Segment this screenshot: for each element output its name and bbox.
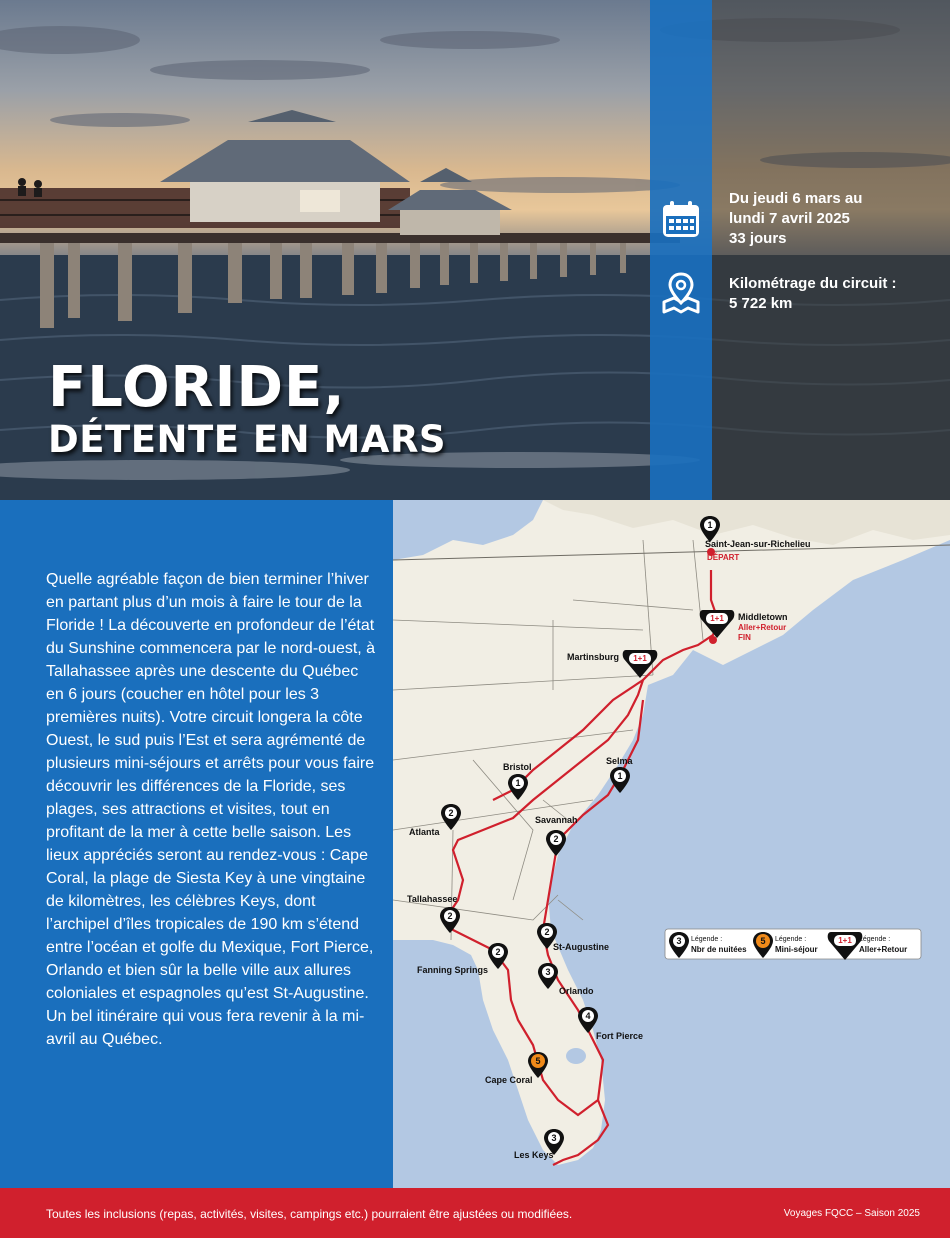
svg-text:Atlanta: Atlanta (409, 827, 440, 837)
svg-text:DÉPART: DÉPART (707, 553, 740, 562)
svg-text:5: 5 (535, 1056, 541, 1066)
svg-text:1+1: 1+1 (710, 614, 724, 623)
svg-text:2: 2 (447, 911, 453, 921)
footer-bar (0, 1188, 950, 1238)
svg-text:3: 3 (676, 936, 682, 946)
stop-st-augustine (537, 923, 609, 952)
svg-text:5: 5 (760, 936, 766, 946)
svg-text:2: 2 (448, 808, 454, 818)
dates-line-2: lundi 7 avril 2025 (729, 210, 850, 227)
title-line-1: FLORIDE, (48, 355, 346, 420)
svg-text:Fort Pierce: Fort Pierce (596, 1031, 644, 1041)
stop-savannah (535, 815, 578, 856)
intro-text: Quelle agréable façon de bien terminer l’hiver en partant plus d’un mois à faire le tour de la Floride ! La découverte en profondeur de l’état du Sunshine commencera par le nord-ouest, à Tallahassee après une descente du Québec en 6 jours (coucher en hôtel pour les 3 premières nuits). Votre circuit longera la côte Ouest, le sud puis l’Est et sera agrémenté de plusieurs mini-séjours et arrêts pour vous faire découvrir les différences de la Floride, ses plages, ses attractions et visites, tout en profitant de la mer à cette belle saison. Les lieux appréciés seront au rendez-vous : Cape Coral, la plage de Siesta Key à une vingtaine de kilomètres, les célèbres Keys, dont l’archipel d’îles tropicales de 190 km s’étend entre l’océan et golfe du Mexique, Fort Pierce, Orlando et bien sûr la belle ville aux allures coloniales et espagnoles qu’est St-Augustine. Un bel itinéraire qui vous fera revenir à la mi-avril au Québec. (46, 571, 376, 1048)
map-pin-icon (660, 272, 702, 314)
distance-label: Kilométrage du circuit : (729, 275, 897, 292)
svg-text:Bristol: Bristol (503, 762, 532, 772)
info-accent-strip (650, 0, 712, 500)
stop-fanning-springs (417, 943, 508, 975)
svg-text:2: 2 (495, 947, 501, 957)
stop-middletown (700, 610, 788, 642)
svg-text:1+1: 1+1 (838, 936, 852, 945)
svg-text:Aller+Retour: Aller+Retour (738, 623, 787, 632)
title-line-2: DÉTENTE EN MARS (48, 418, 447, 461)
svg-text:Selma: Selma (606, 756, 633, 766)
stop-tallahassee (407, 894, 460, 933)
stop-bristol (503, 762, 532, 800)
svg-text:Tallahassee: Tallahassee (407, 894, 458, 904)
svg-text:Légende :: Légende : (775, 936, 807, 943)
svg-text:Légende :: Légende : (859, 936, 891, 943)
stop-orlando (538, 963, 594, 996)
stop-les-keys (514, 1129, 564, 1160)
stop-cape-coral (485, 1052, 548, 1085)
svg-text:Aller+Retour: Aller+Retour (859, 945, 908, 954)
svg-text:2: 2 (544, 927, 550, 937)
svg-text:Les Keys: Les Keys (514, 1150, 554, 1160)
info-panel (712, 0, 950, 500)
stop-atlanta (409, 804, 461, 837)
route-stops (393, 500, 950, 1188)
page-title (48, 355, 447, 462)
svg-text:3: 3 (545, 967, 551, 977)
route-map (393, 500, 950, 1188)
svg-text:Mini-séjour: Mini-séjour (775, 945, 818, 954)
dates-line-1: Du jeudi 6 mars au (729, 190, 863, 207)
svg-text:1: 1 (707, 520, 713, 530)
svg-text:1+1: 1+1 (633, 654, 647, 663)
svg-text:Martinsburg: Martinsburg (567, 652, 620, 662)
distance-value: 5 722 km (729, 295, 793, 312)
map-legend (665, 929, 921, 960)
footer-credit: Voyages FQCC – Saison 2025 (783, 1208, 920, 1219)
svg-text:2: 2 (553, 834, 559, 844)
svg-text:Légende :: Légende : (691, 936, 723, 943)
svg-text:Nbr de nuitées: Nbr de nuitées (691, 945, 747, 954)
trip-distance (729, 274, 944, 314)
trip-dates (729, 189, 944, 249)
stop-saint-jean (700, 516, 811, 562)
svg-text:4: 4 (585, 1011, 591, 1021)
svg-text:1: 1 (515, 778, 521, 788)
stop-martinsburg (567, 650, 657, 678)
svg-text:St-Augustine: St-Augustine (553, 942, 609, 952)
stop-selma (606, 756, 634, 793)
calendar-icon (660, 198, 702, 240)
svg-text:Orlando: Orlando (559, 986, 594, 996)
svg-text:3: 3 (551, 1133, 557, 1143)
svg-text:Cape Coral: Cape Coral (485, 1075, 533, 1085)
svg-text:Savannah: Savannah (535, 815, 578, 825)
footer-note: Toutes les inclusions (repas, activités, visites, campings etc.) pourraient être ajustées ou modifiées. (46, 1207, 573, 1221)
svg-text:Fanning Springs: Fanning Springs (417, 965, 488, 975)
stop-fort-pierce (578, 1007, 643, 1041)
svg-text:Saint-Jean-sur-Richelieu: Saint-Jean-sur-Richelieu (705, 539, 811, 549)
svg-text:FIN: FIN (738, 633, 751, 642)
trip-duration: 33 jours (729, 230, 787, 247)
svg-text:Middletown: Middletown (738, 612, 788, 622)
svg-text:1: 1 (617, 771, 623, 781)
